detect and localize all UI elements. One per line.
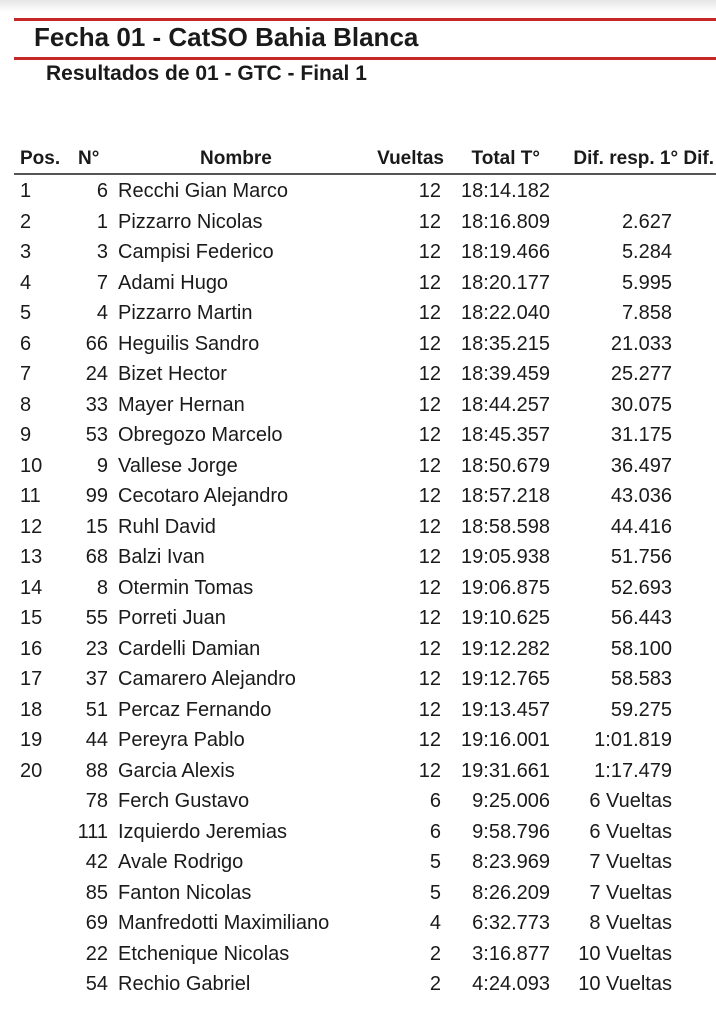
- cell-total-time: 18:58.598: [461, 515, 550, 538]
- cell-position: 20: [20, 759, 43, 782]
- cell-driver-name: Bizet Hector: [118, 363, 227, 385]
- title-bottom-rule: [14, 57, 716, 60]
- header-divider: [14, 173, 716, 175]
- column-header-total-time: Total T°: [471, 148, 540, 169]
- table-row: [0, 664, 716, 695]
- cell-driver-name: Etchenique Nicolas: [118, 942, 290, 965]
- cell-position: 12: [20, 515, 43, 538]
- table-row: [0, 603, 716, 634]
- cell-laps: 12: [418, 546, 441, 568]
- cell-total-time: 18:16.809: [461, 210, 550, 233]
- cell-total-time: 6:32.773: [472, 912, 550, 934]
- cell-total-time: 18:19.466: [461, 241, 550, 263]
- cell-position: 6: [20, 332, 32, 355]
- cell-car-number: 9: [96, 454, 108, 477]
- cell-car-number: 24: [85, 363, 108, 385]
- cell-difference: 5.284: [621, 241, 672, 263]
- cell-driver-name: Heguilis Sandro: [118, 332, 260, 355]
- cell-position: 13: [20, 546, 43, 568]
- table-row: [0, 207, 716, 238]
- cell-driver-name: Ferch Gustavo: [118, 790, 250, 812]
- cell-car-number: 33: [85, 393, 108, 416]
- cell-total-time: 18:45.357: [461, 424, 550, 446]
- table-row: [0, 969, 716, 1000]
- cell-car-number: 22: [85, 942, 108, 965]
- cell-difference: 58.100: [610, 637, 672, 660]
- cell-laps: 12: [418, 485, 441, 507]
- table-row: [0, 176, 716, 207]
- cell-car-number: 54: [85, 973, 108, 995]
- cell-driver-name: Balzi Ivan: [118, 546, 205, 568]
- page-title: Fecha 01 - CatSO Bahia Blanca: [34, 22, 419, 52]
- cell-driver-name: Vallese Jorge: [118, 454, 238, 477]
- cell-total-time: 18:57.218: [461, 485, 550, 507]
- cell-difference: 36.497: [610, 454, 672, 477]
- cell-laps: 2: [429, 942, 441, 965]
- cell-total-time: 19:10.625: [461, 607, 550, 629]
- table-row: [0, 512, 716, 543]
- cell-position: 14: [20, 576, 43, 599]
- cell-laps: 12: [418, 729, 441, 751]
- cell-difference: 6 Vueltas: [589, 820, 672, 843]
- column-header-name: Nombre: [200, 148, 272, 169]
- cell-car-number: 23: [85, 637, 108, 660]
- cell-laps: 12: [418, 210, 441, 233]
- cell-driver-name: Izquierdo Jeremias: [118, 820, 287, 843]
- cell-car-number: 51: [85, 698, 108, 721]
- cell-car-number: 7: [96, 271, 108, 294]
- cell-laps: 12: [418, 576, 441, 599]
- table-row: [0, 878, 716, 909]
- cell-laps: 12: [418, 607, 441, 629]
- cell-total-time: 18:35.215: [461, 332, 550, 355]
- cell-driver-name: Campisi Federico: [118, 241, 274, 263]
- cell-total-time: 18:50.679: [461, 454, 550, 477]
- table-row: [0, 725, 716, 756]
- cell-car-number: 3: [96, 241, 108, 263]
- cell-driver-name: Porreti Juan: [118, 607, 226, 629]
- cell-car-number: 53: [85, 424, 108, 446]
- cell-difference: 10 Vueltas: [578, 942, 672, 965]
- cell-car-number: 55: [85, 607, 108, 629]
- cell-difference: 58.583: [610, 668, 672, 690]
- cell-difference: 25.277: [610, 363, 672, 385]
- cell-driver-name: Percaz Fernando: [118, 698, 272, 721]
- cell-position: 15: [20, 607, 43, 629]
- cell-position: 16: [20, 637, 43, 660]
- cell-car-number: 78: [85, 790, 108, 812]
- cell-laps: 12: [418, 637, 441, 660]
- cell-laps: 12: [418, 698, 441, 721]
- cell-laps: 6: [429, 820, 441, 843]
- cell-position: 5: [20, 302, 32, 324]
- column-header-difference: Dif. resp. 1° Dif.: [573, 148, 714, 169]
- cell-driver-name: Adami Hugo: [118, 271, 229, 294]
- cell-total-time: 19:12.282: [461, 637, 550, 660]
- cell-difference: 1:17.479: [594, 759, 672, 782]
- cell-driver-name: Rechio Gabriel: [118, 973, 251, 995]
- cell-laps: 12: [418, 454, 441, 477]
- cell-difference: 31.175: [610, 424, 672, 446]
- cell-car-number: 88: [85, 759, 108, 782]
- cell-total-time: 9:58.796: [472, 820, 550, 843]
- cell-car-number: 37: [85, 668, 108, 690]
- cell-total-time: 18:22.040: [461, 302, 550, 324]
- cell-total-time: 19:05.938: [461, 546, 550, 568]
- cell-difference: 30.075: [610, 393, 672, 416]
- table-row: [0, 268, 716, 299]
- cell-difference: 8 Vueltas: [589, 912, 672, 934]
- cell-position: 7: [20, 363, 32, 385]
- cell-laps: 12: [418, 515, 441, 538]
- table-row: [0, 451, 716, 482]
- cell-laps: 12: [418, 271, 441, 294]
- cell-difference: 7.858: [621, 302, 672, 324]
- cell-car-number: 68: [85, 546, 108, 568]
- cell-position: 19: [20, 729, 43, 751]
- cell-difference: 10 Vueltas: [578, 973, 672, 995]
- table-row: [0, 908, 716, 939]
- results-table-body: [0, 176, 716, 1000]
- table-row: [0, 542, 716, 573]
- cell-laps: 12: [418, 363, 441, 385]
- cell-position: 17: [20, 668, 43, 690]
- cell-driver-name: Recchi Gian Marco: [118, 180, 289, 202]
- cell-difference: 7 Vueltas: [589, 881, 672, 904]
- cell-difference: 51.756: [610, 546, 672, 568]
- cell-total-time: 18:44.257: [461, 393, 550, 416]
- cell-laps: 12: [418, 424, 441, 446]
- cell-car-number: 99: [85, 485, 108, 507]
- cell-laps: 12: [418, 393, 441, 416]
- cell-total-time: 8:26.209: [472, 881, 550, 904]
- table-row: [0, 420, 716, 451]
- cell-laps: 5: [429, 881, 441, 904]
- cell-difference: 59.275: [610, 698, 672, 721]
- cell-driver-name: Manfredotti Maximiliano: [118, 912, 330, 934]
- cell-driver-name: Avale Rodrigo: [118, 851, 244, 873]
- table-row: [0, 847, 716, 878]
- cell-driver-name: Obregozo Marcelo: [118, 424, 283, 446]
- cell-total-time: 18:39.459: [461, 363, 550, 385]
- table-row: [0, 756, 716, 787]
- cell-laps: 12: [418, 759, 441, 782]
- cell-car-number: 85: [85, 881, 108, 904]
- table-row: [0, 359, 716, 390]
- column-header-pos: Pos.: [20, 148, 61, 169]
- cell-difference: 21.033: [610, 332, 672, 355]
- page-subtitle: Resultados de 01 - GTC - Final 1: [46, 62, 367, 85]
- title-top-rule: [14, 18, 716, 21]
- table-row: [0, 817, 716, 848]
- cell-car-number: 44: [85, 729, 108, 751]
- cell-car-number: 15: [85, 515, 108, 538]
- cell-driver-name: Cecotaro Alejandro: [118, 485, 289, 507]
- cell-driver-name: Otermin Tomas: [118, 576, 254, 599]
- cell-driver-name: Pizzarro Nicolas: [118, 210, 263, 233]
- cell-difference: 44.416: [610, 515, 672, 538]
- cell-position: 1: [20, 180, 32, 202]
- cell-car-number: 69: [85, 912, 108, 934]
- table-row: [0, 786, 716, 817]
- cell-laps: 5: [429, 851, 441, 873]
- cell-difference: 1:01.819: [594, 729, 672, 751]
- cell-difference: 2.627: [621, 210, 672, 233]
- cell-total-time: 19:13.457: [461, 698, 550, 721]
- cell-driver-name: Pereyra Pablo: [118, 729, 245, 751]
- cell-driver-name: Garcia Alexis: [118, 759, 235, 782]
- cell-laps: 12: [418, 332, 441, 355]
- table-row: [0, 237, 716, 268]
- cell-total-time: 19:31.661: [461, 759, 550, 782]
- table-row: [0, 634, 716, 665]
- cell-total-time: 19:12.765: [461, 668, 550, 690]
- cell-difference: 6 Vueltas: [589, 790, 672, 812]
- cell-total-time: 19:06.875: [461, 576, 550, 599]
- cell-car-number: 111: [77, 820, 108, 843]
- cell-difference: 56.443: [610, 607, 672, 629]
- cell-driver-name: Camarero Alejandro: [118, 668, 296, 690]
- cell-position: 9: [20, 424, 32, 446]
- cell-position: 18: [20, 698, 43, 721]
- cell-laps: 12: [418, 668, 441, 690]
- cell-car-number: 42: [85, 851, 108, 873]
- table-row: [0, 481, 716, 512]
- cell-total-time: 4:24.093: [472, 973, 550, 995]
- column-header-laps: Vueltas: [377, 148, 444, 169]
- cell-laps: 12: [418, 241, 441, 263]
- top-shadow: [0, 0, 716, 12]
- cell-difference: 52.693: [610, 576, 672, 599]
- cell-total-time: 18:14.182: [461, 180, 550, 202]
- table-row: [0, 298, 716, 329]
- cell-position: 3: [20, 241, 32, 263]
- cell-position: 2: [20, 210, 32, 233]
- cell-position: 8: [20, 393, 32, 416]
- table-row: [0, 939, 716, 970]
- cell-car-number: 4: [96, 302, 108, 324]
- cell-laps: 12: [418, 180, 441, 202]
- cell-laps: 6: [429, 790, 441, 812]
- cell-driver-name: Pizzarro Martin: [118, 302, 253, 324]
- cell-driver-name: Mayer Hernan: [118, 393, 245, 416]
- table-row: [0, 329, 716, 360]
- table-row: [0, 695, 716, 726]
- cell-car-number: 1: [96, 210, 108, 233]
- cell-position: 10: [20, 454, 43, 477]
- cell-position: 11: [20, 485, 41, 507]
- cell-laps: 4: [429, 912, 441, 934]
- cell-total-time: 18:20.177: [461, 271, 550, 294]
- cell-total-time: 9:25.006: [472, 790, 550, 812]
- table-row: [0, 390, 716, 421]
- cell-car-number: 8: [96, 576, 108, 599]
- cell-driver-name: Cardelli Damian: [118, 637, 261, 660]
- cell-position: 4: [20, 271, 32, 294]
- cell-driver-name: Ruhl David: [118, 515, 216, 538]
- cell-car-number: 6: [96, 180, 108, 202]
- cell-total-time: 3:16.877: [472, 942, 550, 965]
- cell-difference: 7 Vueltas: [589, 851, 672, 873]
- cell-laps: 2: [429, 973, 441, 995]
- cell-car-number: 66: [85, 332, 108, 355]
- cell-difference: 5.995: [621, 271, 672, 294]
- cell-laps: 12: [418, 302, 441, 324]
- cell-driver-name: Fanton Nicolas: [118, 881, 252, 904]
- table-row: [0, 573, 716, 604]
- cell-total-time: 8:23.969: [472, 851, 550, 873]
- cell-difference: 43.036: [610, 485, 672, 507]
- cell-total-time: 19:16.001: [461, 729, 550, 751]
- column-header-number: N°: [78, 148, 100, 169]
